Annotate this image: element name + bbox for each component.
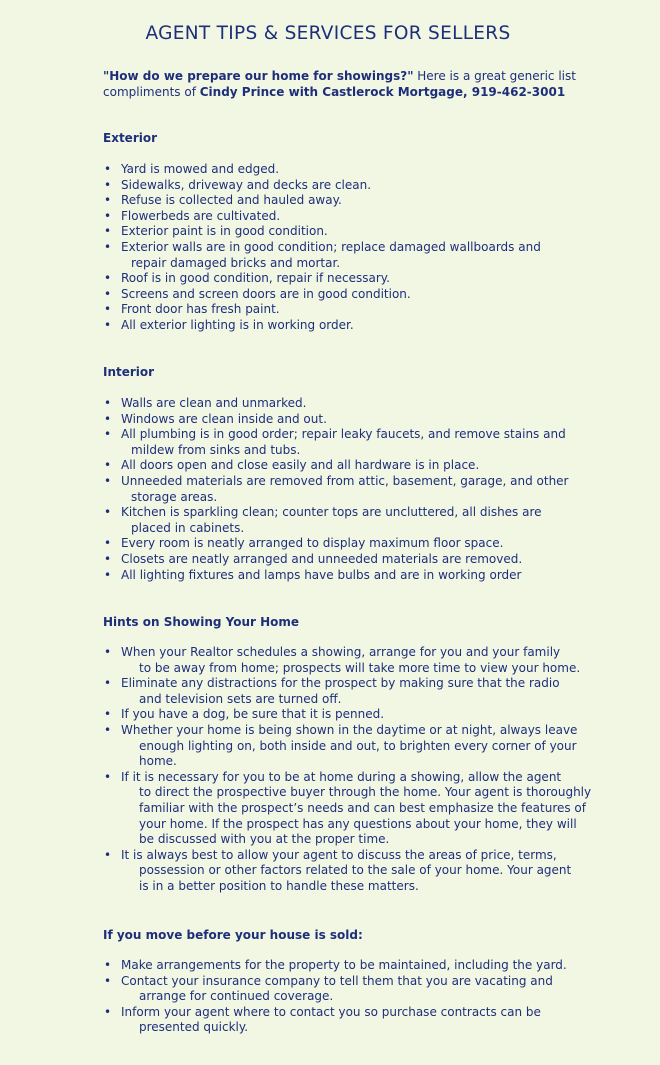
- list-item: [103, 318, 623, 334]
- list-item-line: It is always best to allow your agent to discuss the areas of price, terms,: [121, 847, 557, 862]
- list-item: [103, 505, 623, 536]
- list-item: [103, 209, 623, 225]
- list-item: [103, 707, 623, 723]
- list-item-line: Front door has fresh paint.: [121, 302, 280, 317]
- list-item: [103, 240, 623, 271]
- list-item-line: repair damaged bricks and mortar.: [131, 255, 341, 270]
- list-item-line: storage areas.: [131, 489, 218, 504]
- list-item: [103, 396, 623, 412]
- interior-list: [103, 396, 623, 583]
- section-heading-move: If you move before your house is sold:: [103, 928, 363, 942]
- list-item: [103, 848, 623, 895]
- list-item-line: and television sets are turned off.: [139, 691, 342, 706]
- list-item-line: Windows are clean inside and out.: [121, 411, 327, 426]
- list-item-line: Eliminate any distractions for the prospect by making sure that the radio: [121, 676, 560, 691]
- list-item-line: arrange for continued coverage.: [139, 989, 334, 1004]
- list-item-line: possession or other factors related to the sale of your home. Your agent: [139, 863, 572, 878]
- list-item: [103, 162, 623, 178]
- list-item: [103, 458, 623, 474]
- list-item-line: Sidewalks, driveway and decks are clean.: [121, 177, 372, 192]
- list-item: [103, 302, 623, 318]
- list-item: [103, 412, 623, 428]
- list-item-line: Walls are clean and unmarked.: [121, 396, 307, 410]
- list-item: [103, 645, 623, 676]
- list-item-line: All plumbing is in good order; repair leaky faucets, and remove stains and: [121, 427, 566, 442]
- list-item-line: Inform your agent where to contact you so purchase contracts can be: [121, 1004, 541, 1019]
- page-title: AGENT TIPS & SERVICES FOR SELLERS: [145, 23, 511, 44]
- intro-text-line1: Here is a great generic list: [413, 69, 576, 83]
- list-item-line: placed in cabinets.: [131, 520, 245, 535]
- list-item: [103, 178, 623, 194]
- list-item-line: Unneeded materials are removed from attic, basement, garage, and other: [121, 473, 569, 488]
- list-item-line: is in a better position to handle these matters.: [139, 878, 419, 893]
- section-heading-interior: Interior: [103, 365, 155, 379]
- list-item: [103, 974, 623, 1005]
- list-item-line: enough lighting on, both inside and out, to brighten every corner of your: [139, 738, 577, 753]
- list-item-line: Closets are neatly arranged and unneeded materials are removed.: [121, 551, 523, 566]
- list-item-line: All lighting fixtures and lamps have bulbs and are in working order: [121, 567, 522, 582]
- list-item-line: Screens and screen doors are in good condition.: [121, 286, 411, 301]
- list-item-line: be discussed with you at the proper time.: [139, 832, 390, 847]
- list-item: [103, 552, 623, 568]
- list-item-line: Yard is mowed and edged.: [121, 162, 280, 176]
- section-heading-hints: Hints on Showing Your Home: [103, 615, 300, 629]
- list-item: [103, 1005, 623, 1036]
- list-item-line: Whether your home is being shown in the daytime or at night, always leave: [121, 722, 578, 737]
- intro-credit: Cindy Prince with Castlerock Mortgage, 919-462-3001: [199, 84, 566, 99]
- list-item: [103, 676, 623, 707]
- list-item-line: Exterior paint is in good condition.: [121, 224, 328, 239]
- list-item-line: home.: [139, 754, 177, 769]
- list-item-line: If you have a dog, be sure that it is penned.: [121, 707, 385, 722]
- intro-paragraph: [103, 69, 643, 100]
- list-item-line: All doors open and close easily and all hardware is in place.: [121, 458, 480, 473]
- list-item-line: Exterior walls are in good condition; replace damaged wallboards and: [121, 239, 541, 254]
- list-item-line: mildew from sinks and tubs.: [131, 442, 301, 457]
- list-item-line: presented quickly.: [139, 1020, 249, 1035]
- list-item-line: your home. If the prospect has any questions about your home, they will: [139, 816, 577, 831]
- list-item: [103, 568, 623, 584]
- hints-list: [103, 645, 623, 895]
- list-item-line: All exterior lighting is in working order.: [121, 317, 354, 332]
- list-item-line: Flowerbeds are cultivated.: [121, 208, 281, 223]
- exterior-list: [103, 162, 623, 334]
- list-item: [103, 770, 623, 848]
- list-item: [103, 427, 623, 458]
- list-item: [103, 536, 623, 552]
- list-item: [103, 723, 623, 770]
- list-item-line: to direct the prospective buyer through the home. Your agent is thoroughly: [139, 785, 592, 800]
- list-item-line: Make arrangements for the property to be maintained, including the yard.: [121, 958, 567, 972]
- list-item: [103, 287, 623, 303]
- list-item: [103, 271, 623, 287]
- section-heading-exterior: Exterior: [103, 131, 158, 145]
- intro-question: "How do we prepare our home for showings?": [103, 69, 414, 83]
- list-item-line: Kitchen is sparkling clean; counter tops are uncluttered, all dishes are: [121, 505, 542, 520]
- list-item-line: Refuse is collected and hauled away.: [121, 193, 342, 208]
- list-item-line: Roof is in good condition, repair if necessary.: [121, 271, 390, 286]
- list-item-line: familiar with the prospect’s needs and can best emphasize the features of: [139, 800, 586, 815]
- list-item-line: Contact your insurance company to tell them that you are vacating and: [121, 973, 553, 988]
- list-item: [103, 958, 623, 974]
- list-item: [103, 224, 623, 240]
- move-list: [103, 958, 623, 1036]
- list-item-line: to be away from home; prospects will take more time to view your home.: [139, 660, 581, 675]
- list-item: [103, 474, 623, 505]
- list-item: [103, 193, 623, 209]
- intro-text-line2: compliments of: [103, 84, 200, 99]
- list-item-line: If it is necessary for you to be at home during a showing, allow the agent: [121, 769, 562, 784]
- list-item-line: When your Realtor schedules a showing, arrange for you and your family: [121, 645, 561, 659]
- list-item-line: Every room is neatly arranged to display maximum floor space.: [121, 536, 504, 551]
